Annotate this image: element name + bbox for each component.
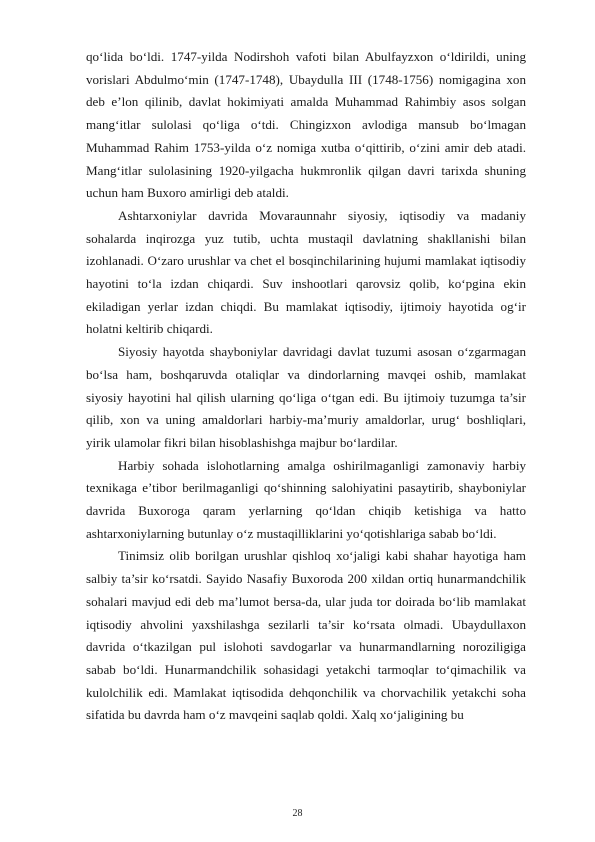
paragraph-2: Ashtarxoniylar davrida Movaraunnahr siyosiy, iqtisodiy va madaniy sohalarda inqirozga yuz tutib, uchta mustaqil davlatning shakllanishi bilan izohlanadi. O‘zaro urushlar va chet el bosqinchilarining hujumi mamlakat iqtisodiy hayotini to‘la izdan chiqardi. Suv inshootlari qarovsiz qolib, ko‘pgina ekin ekiladigan yerlar izdan chiqdi. Bu mamlakat iqtisodiy, ijtimoiy hayotida og‘ir holatni keltirib chiqardi. <box>86 207 526 337</box>
paragraph-3: Siyosiy hayotda shayboniylar davridagi davlat tuzumi asosan o‘zgarmagan bo‘lsa ham, boshqaruvda otaliqlar va dindorlarning mavqei oshib, mamlakat siyosiy hayotini hal qilish ularning qo‘liga o‘tgan edi. Bu ijtimoiy tuzumga ta’sir qilib, xon va uning amaldorlari harbiy-ma’muriy amaldorlar, urug‘ boshliqlari, yirik ulamolar fikri bilan hisoblashishga majbur bo‘lardilar. <box>86 344 526 450</box>
page-number: 28 <box>292 808 303 819</box>
paragraph-1: qo‘lida bo‘ldi. 1747-yilda Nodirshoh vafoti bilan Abulfayzxon o‘ldirildi, uning vorislari Abdulmo‘min (1747-1748), Ubaydulla III (1748-1756) nomigagina xon deb e’lon qilinib, davlat hokimiyati amalda Muhammad Rahimbiy asos solgan mang‘itlar sulolasi qo‘liga o‘tdi. Chingizxon avlodiga mansub bo‘lmagan Muhammad Rahim 1753-yilda o‘z nomiga xutba o‘qittirib, o‘zini amir deb atadi. Mang‘itlar sulolasining 1920-yilgacha hukmronlik qilgan davri tarixda shuning uchun ham Buxoro amirligi deb ataldi. <box>86 49 526 201</box>
paragraph-5: Tinimsiz olib borilgan urushlar qishloq xo‘jaligi kabi shahar hayotiga ham salbiy ta’sir ko‘rsatdi. Sayido Nasafiy Buxoroda 200 xildan ortiq hunarmandchilik sohalari mavjud edi deb ma’lumot bersa-da, ular juda tor doirada bo‘lib mamlakat iqtisodiy ahvolini yaxshilashga sezilarli ta’sir ko‘rsata olmadi. Ubaydullaxon davrida o‘tkazilgan pul islohoti savdogarlar va hunarmandlarning noroziligiga sabab bo‘ldi. Hunarmandchilik sohasidagi yetakchi tarmoqlar to‘qimachilik va kulolchilik edi. Mamlakat iqtisodida dehqonchilik va chorvachilik yetakchi soha sifatida bu davrda ham o‘z mavqeini saqlab qoldi. Xalq xo‘jaligining bu <box>86 548 526 723</box>
paragraph-4: Harbiy sohada islohotlarning amalga oshirilmaganligi zamonaviy harbiy texnikaga e’tibor berilmaganligi qo‘shinning salohiyatini pasaytirib, shayboniylar davrida Buxoroga qaram yerlarning qo‘ldan chiqib ketishiga va hatto ashtarxoniylarning butunlay o‘z mustaqilliklarini yo‘qotishlariga sabab bo‘ldi. <box>86 457 526 541</box>
body-text <box>86 46 526 727</box>
